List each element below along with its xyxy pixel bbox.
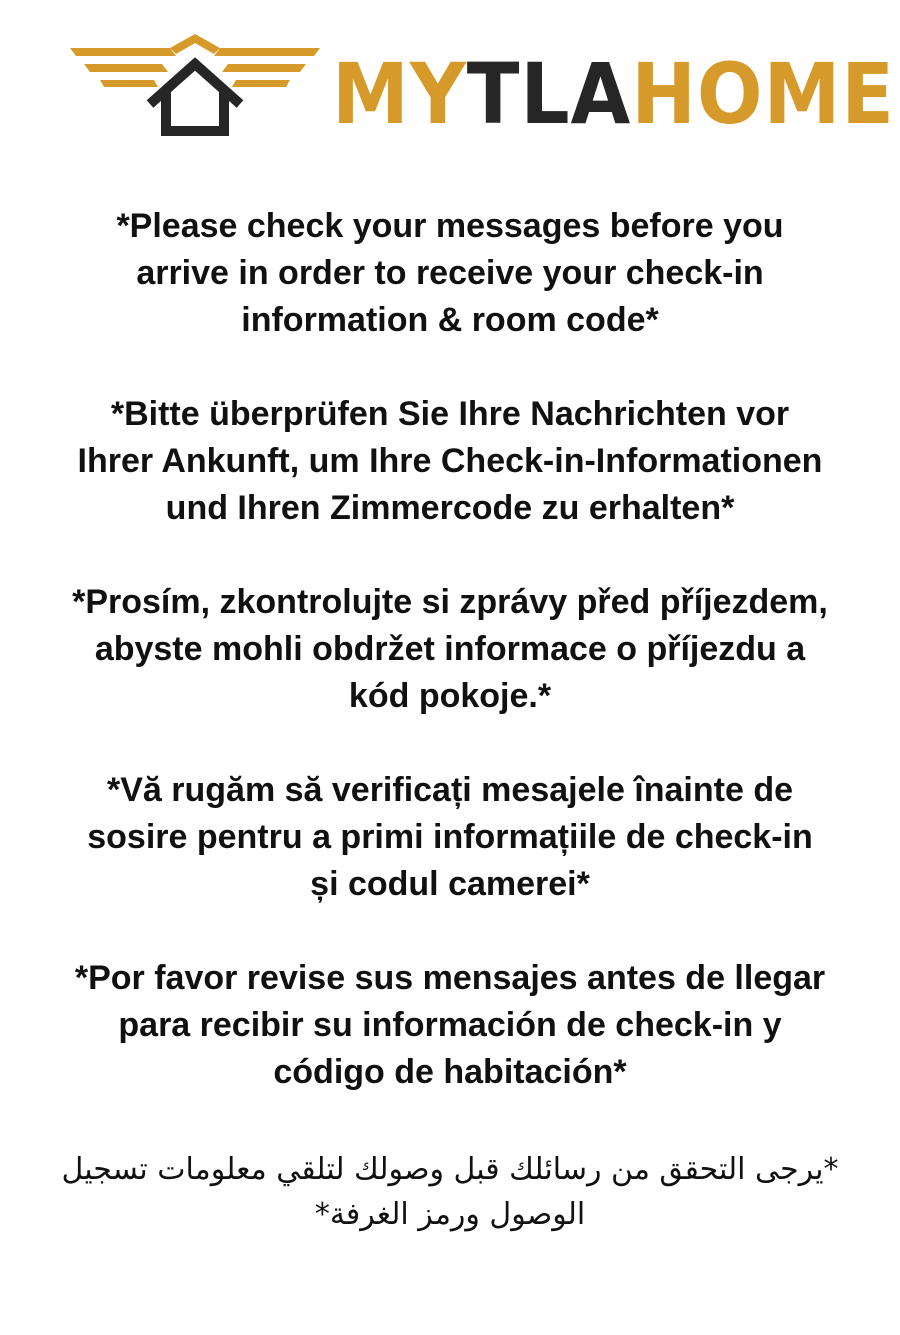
notice-line: *Bitte überprüfen Sie Ihre Nachrichten vor bbox=[110, 395, 790, 433]
notice-czech bbox=[0, 579, 900, 767]
notice-arabic bbox=[0, 1143, 900, 1335]
notice-line: information & room code* bbox=[241, 301, 659, 339]
brand-wordmark bbox=[332, 45, 895, 143]
notice-line: *يرجى التحقق من رسائلك قبل وصولك لتلقي معلومات تسجيل bbox=[61, 1152, 839, 1187]
notice-line: *Prosím, zkontrolujte si zprávy před příjezdem, bbox=[72, 583, 828, 621]
notice-spanish bbox=[0, 955, 900, 1143]
notice-english bbox=[0, 203, 900, 391]
notice-line: sosire pentru a primi informațiile de check-in bbox=[87, 818, 813, 856]
notice-line: código de habitación* bbox=[273, 1053, 627, 1091]
brand-name-part2: TLA bbox=[466, 45, 632, 143]
notice-list bbox=[0, 203, 900, 1335]
brand-name-part3: HOME bbox=[631, 45, 895, 143]
notice-line: abyste mohli obdržet informace o příjezdu a bbox=[94, 630, 806, 668]
notice-line: kód pokoje.* bbox=[348, 677, 552, 715]
notice-line: *Vă rugăm să verificați mesajele înainte de bbox=[107, 771, 793, 809]
notice-romanian bbox=[0, 767, 900, 955]
brand-logo bbox=[70, 34, 895, 143]
winged-house-icon bbox=[70, 34, 320, 138]
notice-line: Ihrer Ankunft, um Ihre Check-in-Informationen bbox=[77, 442, 823, 480]
notice-line: și codul camerei* bbox=[310, 865, 590, 903]
notice-line: arrive in order to receive your check-in bbox=[136, 254, 764, 292]
notice-german bbox=[0, 391, 900, 579]
notice-line: und Ihren Zimmercode zu erhalten* bbox=[165, 489, 735, 527]
notice-line: para recibir su información de check-in y bbox=[118, 1006, 782, 1044]
notice-line: *Please check your messages before you bbox=[116, 207, 784, 245]
notice-line: *Por favor revise sus mensajes antes de llegar bbox=[74, 959, 826, 997]
brand-name-part1: MY bbox=[332, 45, 467, 143]
notice-line: الوصول ورمز الغرفة* bbox=[314, 1197, 586, 1232]
